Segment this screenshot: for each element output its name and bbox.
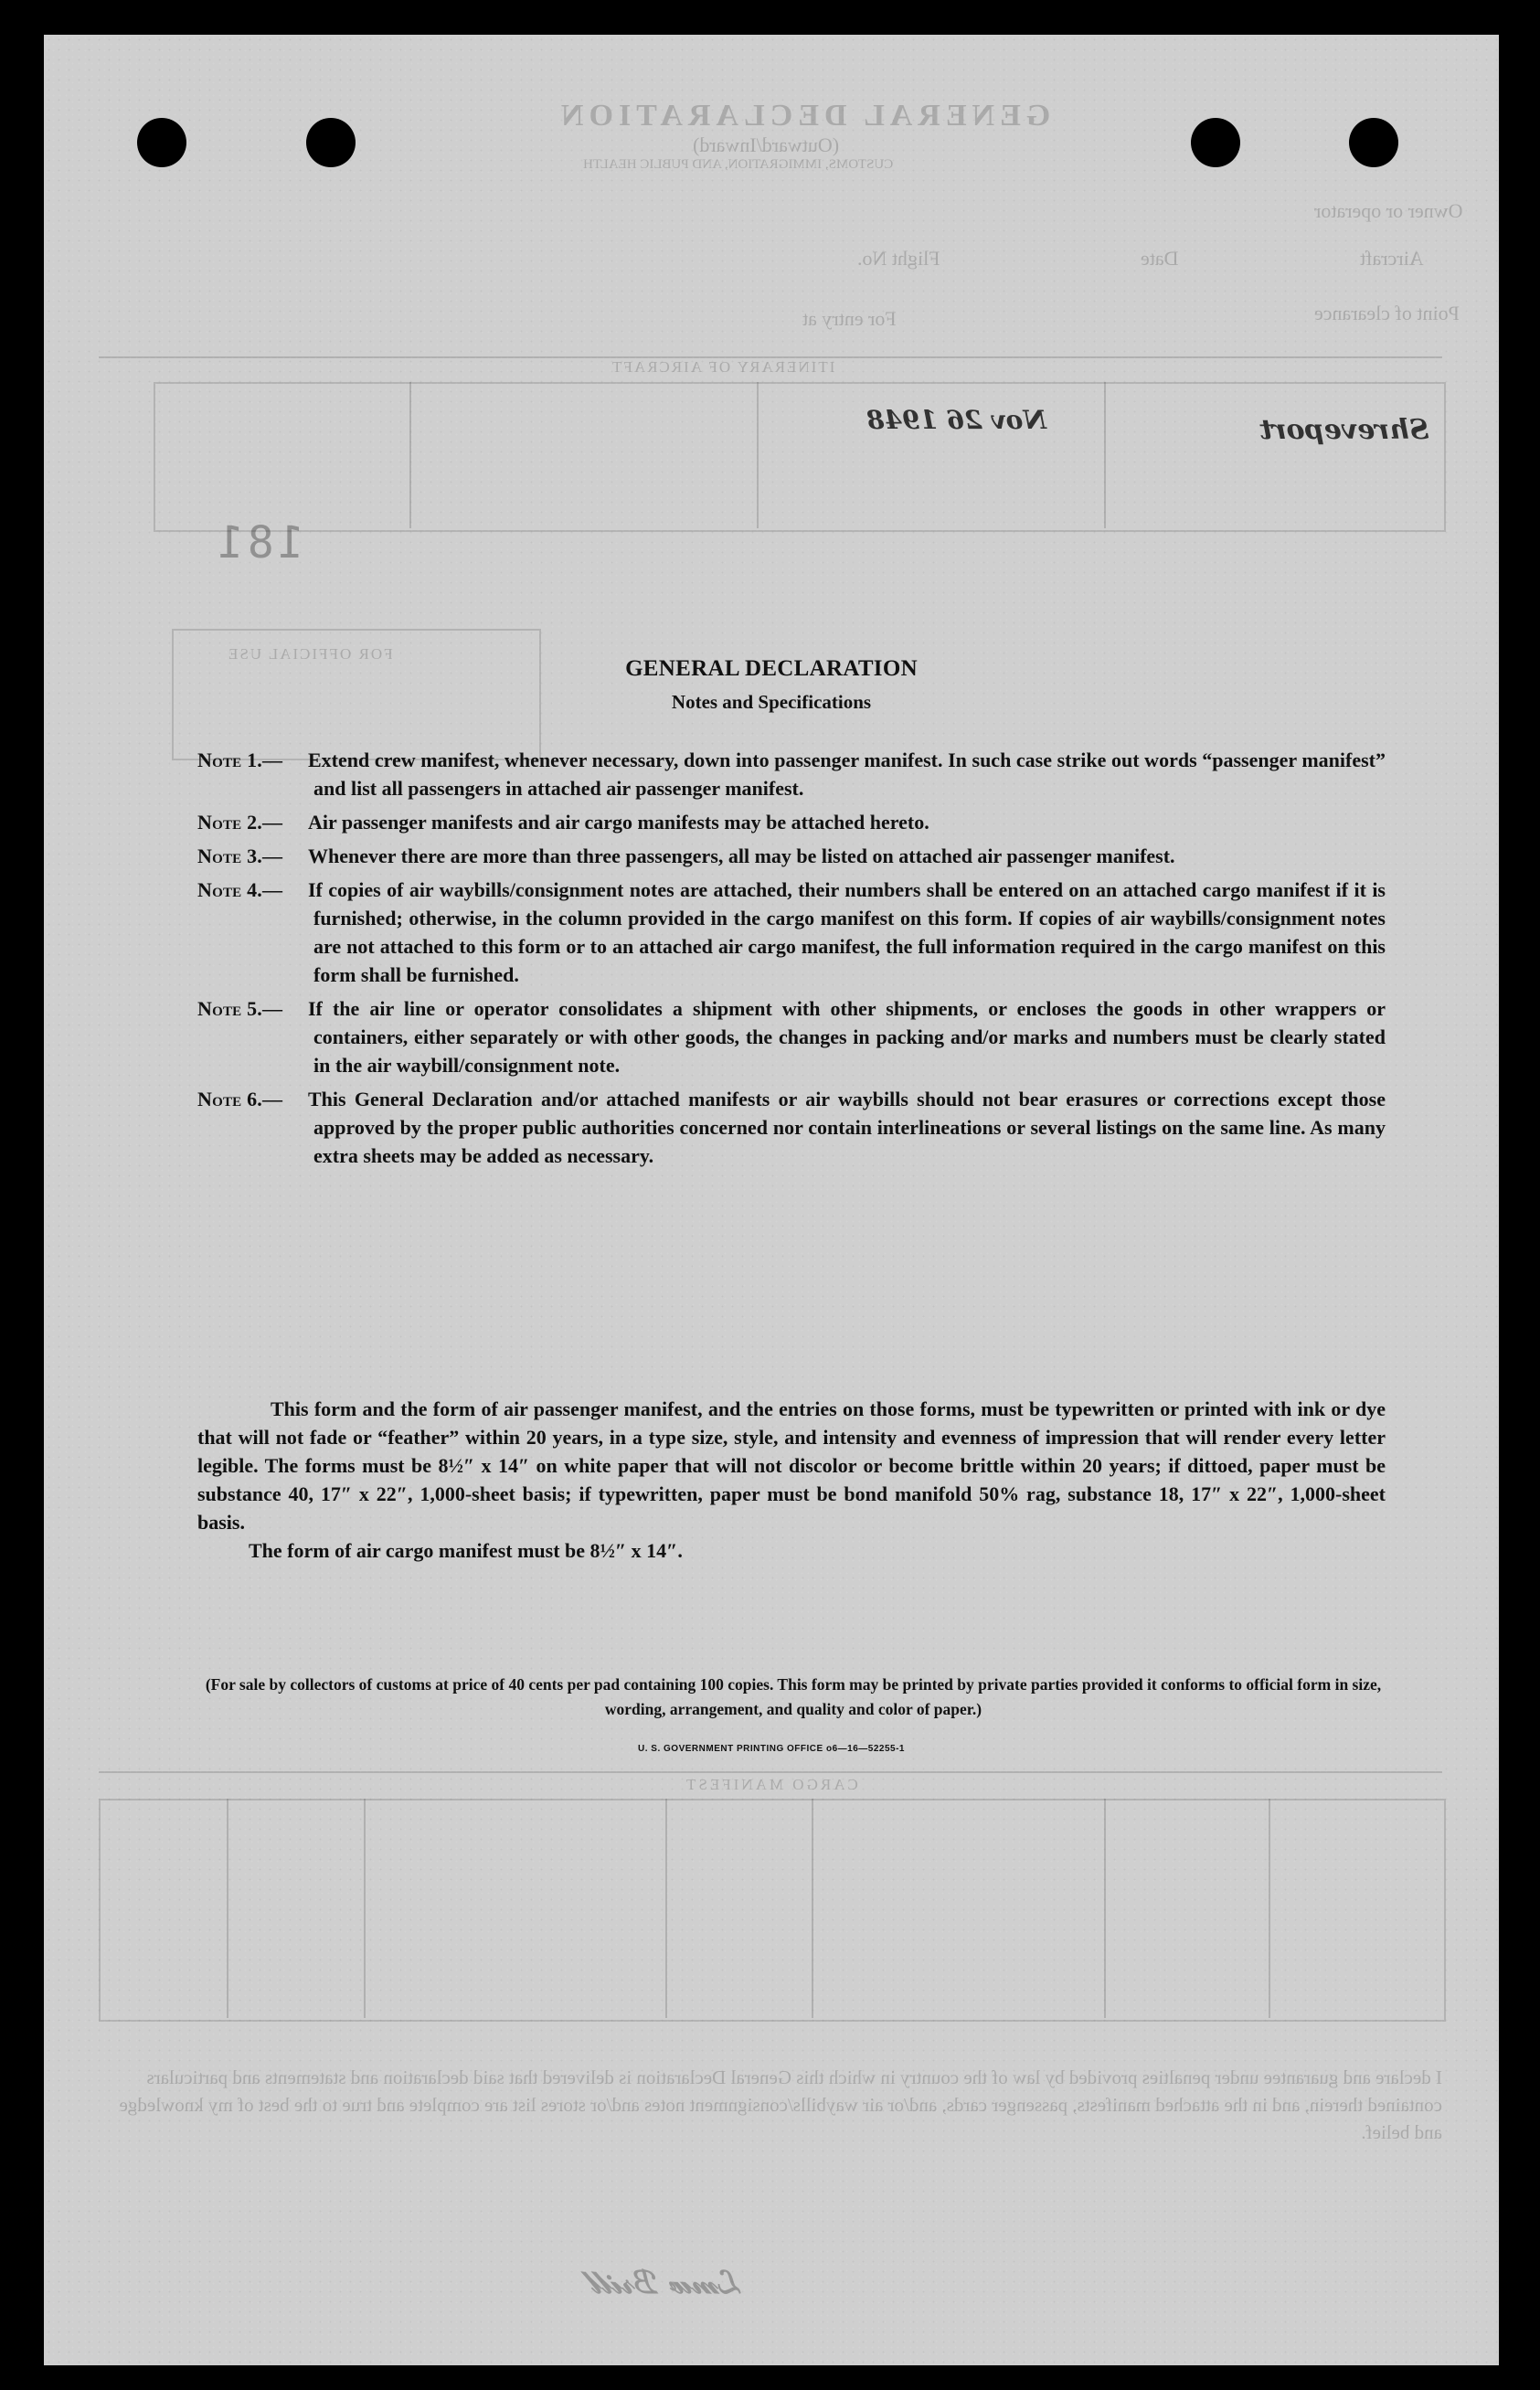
bleed-cargo-col-6 [1269, 1799, 1270, 2018]
punch-hole-2 [306, 118, 356, 167]
note-5-text: If the air line or operator consolidates a shipment with other shipments, or encloses the goods in other wrappers or containers, either separately or with other goods, the changes in packing and/or marks and numbers must be clearly stated in the air waybill/consignment note. [308, 997, 1386, 1077]
bleed-col-3 [1104, 382, 1106, 528]
bleed-itinerary-table [154, 382, 1446, 532]
note-3 [197, 842, 1386, 870]
bleed-date-label: Date [1141, 247, 1179, 270]
note-3-label: Note 3.— [197, 844, 283, 867]
bleed-stamp-number: 181 [214, 517, 304, 568]
note-4-text: If copies of air waybills/consignment notes are attached, their numbers shall be entered on an attached cargo manifest if it is furnished; otherwise, in the column provided in the cargo manifest on this form. If copies of air waybills/consignment notes are not attached to this form or to an attached air cargo manifest, the full information required in the cargo manifest on this form shall be furnished. [308, 878, 1386, 986]
note-3-text: Whenever there are more than three passengers, all may be listed on attached air passenger manifest. [308, 844, 1175, 867]
bleed-cargo-table [99, 1799, 1446, 2022]
bleed-owner-label: Owner or operator [1314, 199, 1463, 222]
note-6-label: Note 6.— [197, 1088, 283, 1110]
bleed-official-use: FOR OFFICIAL USE [227, 645, 393, 663]
bleed-cargo-col-2 [364, 1799, 366, 2018]
bleed-entry-label: For entry at [802, 307, 897, 330]
bleed-header-title: GENERAL DECLARATION [556, 99, 1051, 133]
punch-hole-1 [137, 118, 186, 167]
bleed-flight-label: Flight No. [857, 247, 940, 270]
bleed-cargo-rule [99, 1771, 1442, 1773]
notes-list [197, 746, 1386, 1175]
form-paragraph: This form and the form of air passenger manifest, and the entries on those forms, must be typewritten or printed with ink or dye that will not fade or “feather” within 20 years, in a type size, style, and intensity and evenness of impression that will render every letter legible. The forms must be 8½″ x 14″ on white paper that will not discolor or become brittle within 20 years; if dittoed, paper must be substance 40, 17″ x 22″, 1,000-sheet basis; if typewritten, paper must be bond manifold 50% rag, substance 18, 17″ x 22″, 1,000-sheet basis. [197, 1397, 1386, 1534]
cargo-form-line: The form of air cargo manifest must be 8½″ x 14″. [249, 1539, 683, 1562]
bleed-cargo-col-4 [812, 1799, 813, 2018]
bleed-aircraft-label: Aircraft [1360, 247, 1424, 270]
punch-hole-3 [1191, 118, 1240, 167]
note-6 [197, 1085, 1386, 1170]
bleed-handwriting-place: Shreveport [1259, 414, 1429, 446]
note-4-label: Note 4.— [197, 878, 283, 901]
bleed-cargo-manifest: CARGO MANIFEST [684, 1776, 858, 1793]
printing-office-line: U. S. GOVERNMENT PRINTING OFFICE o6—16—52255-1 [638, 1744, 905, 1754]
sale-notice: (For sale by collectors of customs at price of 40 cents per pad containing 100 copies. This form may be printed by private parties provided it conforms to official form in size, wording, arrangement, and quality and color of paper.) [205, 1675, 1382, 1718]
bleed-col-2 [757, 382, 759, 528]
bleed-itinerary: ITINERARY OF AIRCRAFT [611, 358, 835, 376]
bleed-cargo-col-3 [665, 1799, 667, 2018]
bleed-signature: ℒ𝓂𝓌 ℬ𝓇𝒾𝓁𝓁 [592, 2265, 742, 2301]
bleed-cargo-col-1 [227, 1799, 228, 2018]
note-1-label: Note 1.— [197, 749, 283, 771]
note-5 [197, 994, 1386, 1079]
note-6-text: This General Declaration and/or attached manifests or air waybills should not bear erasures or corrections except those approved by the proper public authorities concerned nor contain interlineations or several listings on the same line. As many extra sheets may be added as necessary. [308, 1088, 1386, 1167]
note-1-text: Extend crew manifest, whenever necessary, down into passenger manifest. In such case strike out words “passenger manifest” and list all passengers in attached air passenger manifest. [308, 749, 1386, 800]
bleed-cargo-col-5 [1104, 1799, 1106, 2018]
note-2 [197, 808, 1386, 836]
bleed-header-sub: (Outward/Inward) [693, 133, 840, 156]
note-5-label: Note 5.— [197, 997, 283, 1020]
page-title: GENERAL DECLARATION [625, 656, 918, 681]
bleed-declare-text: I declare and guarantee under penalties provided by law of the country in which this General Declaration is delivered that said declaration and statements and particulars contained therein, and in the attached manifests, passenger cards, and/or air waybills/consignment notes and/or stores list are complete and true to the best of my knowledge and belief. [119, 2066, 1442, 2143]
punch-hole-4 [1349, 118, 1398, 167]
bleed-clearance-label: Point of clearance [1314, 302, 1460, 324]
form-specifications [197, 1395, 1386, 1565]
note-4 [197, 876, 1386, 989]
document-page [44, 35, 1499, 2365]
note-1 [197, 746, 1386, 802]
bleed-col-1 [409, 382, 411, 528]
note-2-text: Air passenger manifests and air cargo manifests may be attached hereto. [308, 811, 929, 834]
bleed-header-agency: CUSTOMS, IMMIGRATION, AND PUBLIC HEALTH [583, 157, 894, 172]
page-subtitle: Notes and Specifications [671, 691, 872, 713]
note-2-label: Note 2.— [197, 811, 283, 834]
bleed-handwriting-date: Nov 26 1948 [866, 405, 1046, 435]
